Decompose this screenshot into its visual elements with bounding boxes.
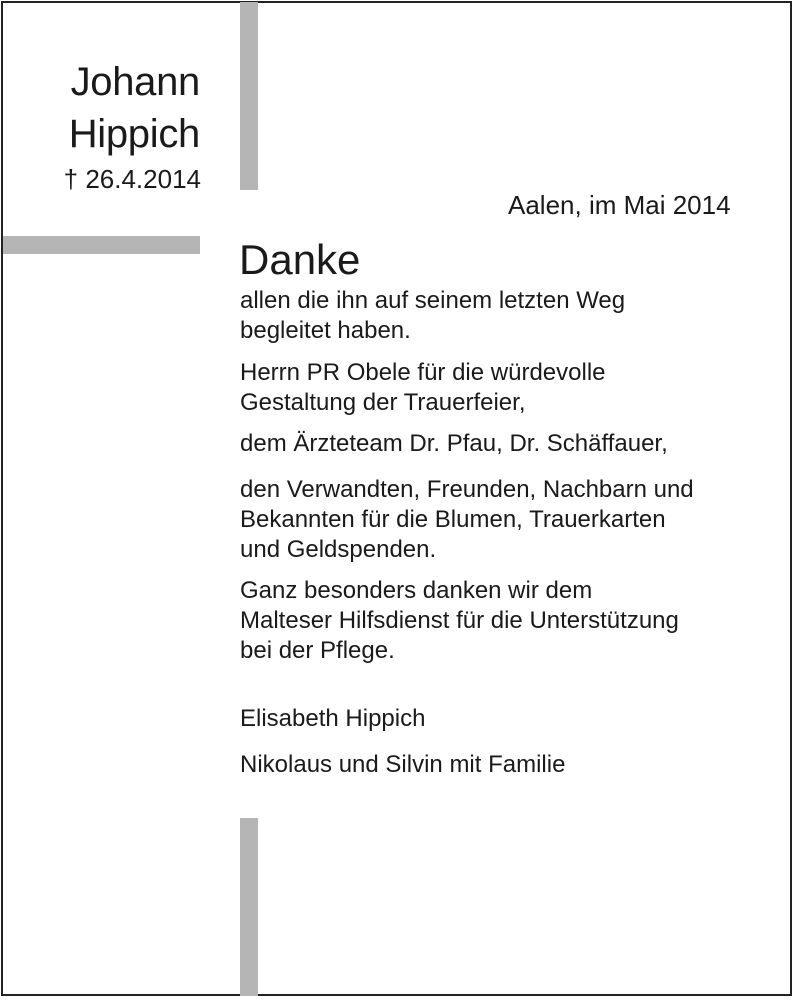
text-line: begleitet haben. [240, 317, 411, 344]
signature-1: Elisabeth Hippich [240, 705, 426, 732]
cross-bar-bottom [240, 818, 258, 996]
text-line: dem Ärzteteam Dr. Pfau, Dr. Schäffauer, [240, 430, 668, 457]
text-line: und Geldspenden. [240, 536, 437, 563]
deceased-first-name: Johann [70, 60, 200, 104]
paragraph [240, 576, 785, 666]
deceased-last-name: Hippich [68, 112, 200, 156]
text-line: Malteser Hilfsdienst für die Unterstützung [240, 607, 679, 634]
text-line: Ganz besonders danken wir dem [240, 577, 593, 604]
thanks-text [240, 286, 785, 666]
paragraph [240, 475, 785, 565]
cross-bar-horizontal [3, 236, 200, 254]
text-line: Bekannten für die Blumen, Trauerkarten [240, 506, 666, 533]
heading: Danke [239, 236, 361, 283]
text-line: Gestaltung der Trauerfeier, [240, 389, 526, 416]
deceased-name [69, 56, 200, 160]
cross-bar-top [240, 2, 258, 190]
text-line: allen die ihn auf seinem letzten Weg [240, 287, 626, 314]
text-line: den Verwandten, Freunden, Nachbarn und [240, 476, 694, 503]
paragraph [240, 429, 785, 459]
text-line: bei der Pflege. [240, 637, 395, 664]
death-date: † 26.4.2014 [63, 164, 201, 194]
paragraph [240, 286, 785, 346]
text-line: Herrn PR Obele für die würdevolle [240, 359, 606, 386]
place-date: Aalen, im Mai 2014 [508, 190, 731, 220]
signature-2: Nikolaus und Silvin mit Familie [240, 751, 566, 778]
paragraph [240, 358, 785, 418]
